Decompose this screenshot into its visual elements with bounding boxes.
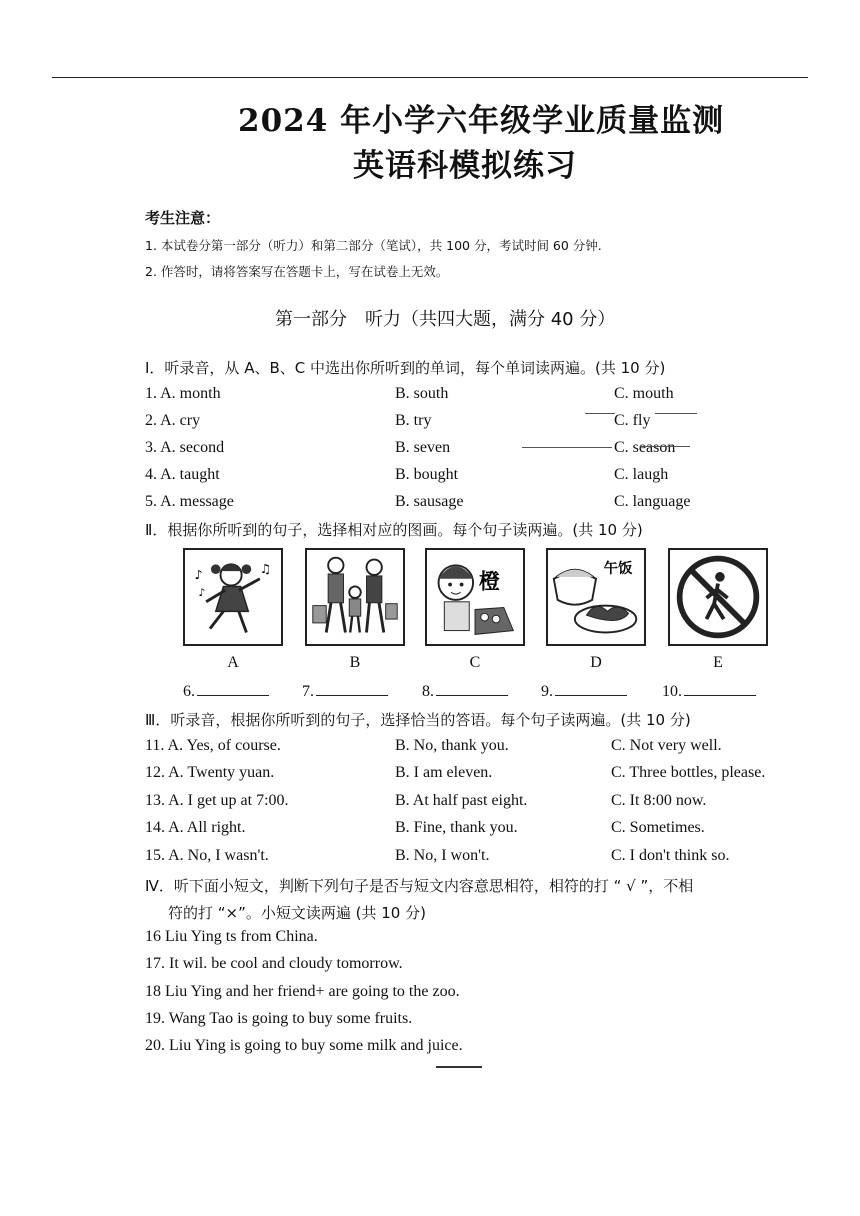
statement-16: 16 Liu Ying ts from China. — [145, 928, 318, 945]
statement-20: 20. Liu Ying is going to buy some milk and juice. — [145, 1037, 463, 1054]
picture-d-label: D — [590, 654, 602, 671]
q11-option-b: B. No, thank you. — [395, 737, 509, 754]
picture-c — [425, 548, 525, 646]
page-title-line1: 2024 年小学六年级学业质量监测 — [238, 103, 725, 139]
part1-heading: 第一部分 听力（共四大题，满分 40 分） — [275, 309, 616, 330]
blank-number: 8. — [422, 683, 434, 700]
picture-a-label: A — [227, 654, 239, 671]
blank-line — [555, 683, 627, 696]
section1-heading: Ⅰ．听录音，从 A、B、C 中选出你所听到的单词，每个单词读两遍。(共 10 分) — [145, 359, 666, 377]
statement-19: 19. Wang Tao is going to buy some fruits. — [145, 1010, 413, 1027]
page-footer-mark — [436, 1066, 482, 1068]
q5-option-b: B. sausage — [395, 493, 464, 510]
picture-b — [305, 548, 405, 646]
statement-18: 18 Liu Ying and her friend+ are going to the zoo. — [145, 983, 460, 1000]
q3-option-c: C. season — [614, 439, 676, 456]
answer-blank-10[interactable] — [662, 683, 756, 701]
boy-orange-icon — [427, 550, 523, 644]
notice-item-2: 2. 作答时，请将答案写在答题卡上，写在试卷上无效。 — [145, 264, 449, 279]
picture-a — [183, 548, 283, 646]
answer-blank-8[interactable] — [422, 683, 508, 701]
q15-option-c: C. I don't think so. — [611, 847, 730, 864]
page-title-line2: 英语科模拟练习 — [353, 148, 577, 184]
blank-number: 9. — [541, 683, 553, 700]
picture-d-caption: 午饭 — [603, 561, 633, 578]
notice-heading: 考生注意： — [145, 209, 221, 227]
picture-b-label: B — [349, 654, 361, 671]
q2-option-c: C. fly — [614, 412, 651, 429]
q12-option-c: C. Three bottles, please. — [611, 764, 766, 781]
picture-d — [546, 548, 646, 646]
q13-option-c: C. It 8:00 now. — [611, 792, 707, 809]
q5-option-c: C. language — [614, 493, 691, 510]
q12-option-a: 12. A. Twenty yuan. — [145, 764, 275, 781]
q4-option-a: 4. A. taught — [145, 466, 220, 483]
q4-option-b: B. bought — [395, 466, 459, 483]
q14-option-a: 14. A. All right. — [145, 819, 246, 836]
notice-item-1: 1. 本试卷分第一部分（听力）和第二部分（笔试），共 100 分，考试时间 60 分钟. — [145, 238, 602, 253]
picture-c-caption: 橙 — [478, 568, 500, 594]
q11-option-a: 11. A. Yes, of course. — [145, 737, 281, 754]
blank-line — [197, 683, 269, 696]
q14-option-c: C. Sometimes. — [611, 819, 705, 836]
svg-text:♪: ♪ — [198, 587, 206, 600]
q3-option-b: B. seven — [395, 439, 451, 456]
blank-line — [684, 683, 756, 696]
q5-option-a: 5. A. message — [145, 493, 234, 510]
scan-mark — [640, 446, 690, 447]
picture-c-label: C — [469, 654, 481, 671]
answer-blank-6[interactable] — [183, 683, 269, 701]
q2-option-b: B. try — [395, 412, 432, 429]
q15-option-b: B. No, I won't. — [395, 847, 490, 864]
blank-line — [316, 683, 388, 696]
blank-number: 7. — [302, 683, 314, 700]
scan-mark — [522, 447, 612, 448]
blank-number: 6. — [183, 683, 195, 700]
svg-text:♫: ♫ — [259, 561, 272, 577]
family-shopping-icon — [307, 550, 403, 644]
q1-option-b: B. south — [395, 385, 449, 402]
q15-option-a: 15. A. No, I wasn't. — [145, 847, 269, 864]
dancing-girl-icon — [185, 550, 281, 644]
blank-line — [436, 683, 508, 696]
q13-option-a: 13. A. I get up at 7:00. — [145, 792, 289, 809]
q12-option-b: B. I am eleven. — [395, 764, 493, 781]
lunch-food-icon — [548, 550, 644, 644]
q2-option-a: 2. A. cry — [145, 412, 201, 429]
top-rule — [52, 77, 808, 78]
section4-heading-line1: Ⅳ．听下面小短文，判断下列句子是否与短文内容意思相符，相符的打 “ √ ”，不相 — [145, 877, 694, 895]
answer-blank-7[interactable] — [302, 683, 388, 701]
svg-text:♪: ♪ — [194, 566, 203, 582]
picture-e — [668, 548, 768, 646]
section3-heading: Ⅲ．听录音，根据你所听到的句子，选择恰当的答语。每个句子读两遍。(共 10 分) — [145, 711, 691, 729]
section2-heading: Ⅱ．根据你所听到的句子，选择相对应的图画。每个句子读两遍。(共 10 分) — [145, 521, 643, 539]
q14-option-b: B. Fine, thank you. — [395, 819, 518, 836]
scan-mark — [585, 413, 615, 414]
scan-mark — [655, 413, 697, 414]
q13-option-b: B. At half past eight. — [395, 792, 528, 809]
answer-blank-9[interactable] — [541, 683, 627, 701]
q3-option-a: 3. A. second — [145, 439, 225, 456]
statement-17: 17. It wil. be cool and cloudy tomorrow. — [145, 955, 403, 972]
blank-number: 10. — [662, 683, 682, 700]
section4-heading-line2: 符的打 “×”。小短文读两遍 (共 10 分) — [168, 904, 426, 922]
q11-option-c: C. Not very well. — [611, 737, 722, 754]
q1-option-a: 1. A. month — [145, 385, 221, 402]
no-walking-sign-icon — [670, 550, 766, 644]
picture-e-label: E — [713, 654, 723, 671]
q1-option-c: C. mouth — [614, 385, 674, 402]
q4-option-c: C. laugh — [614, 466, 669, 483]
